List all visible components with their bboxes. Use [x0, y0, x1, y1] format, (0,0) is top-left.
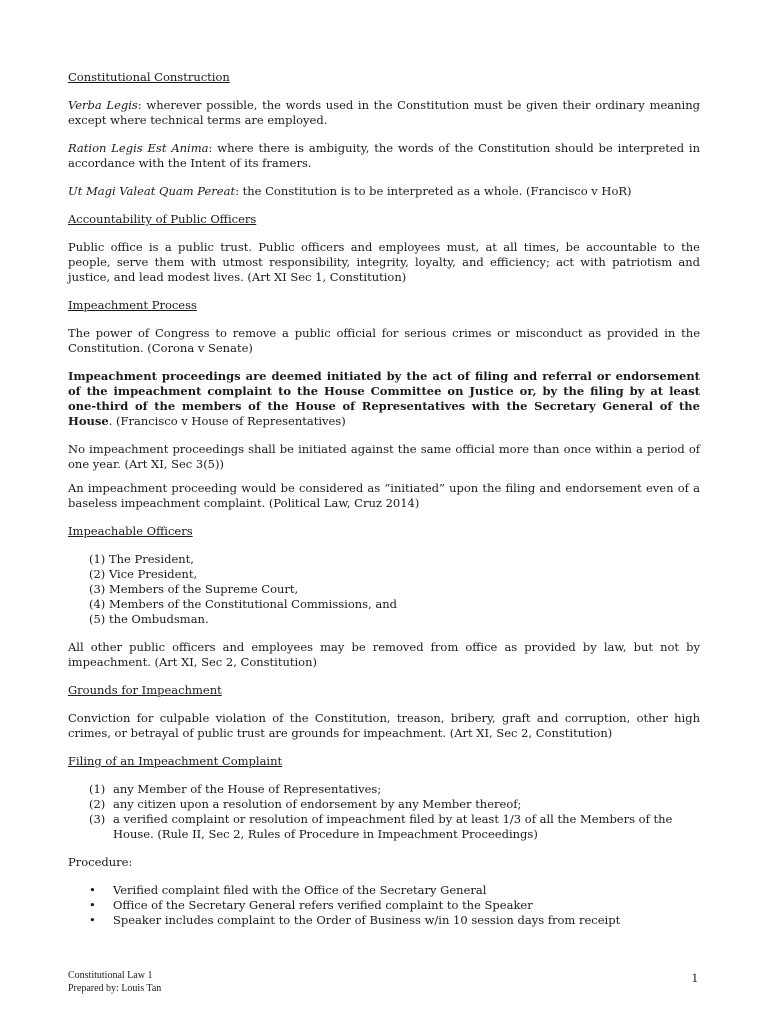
filing-list: [68, 782, 700, 842]
ut-magi-term: Ut Magi Valeat Quam Pereat: [68, 184, 236, 198]
list-item: [89, 883, 700, 898]
procedure-label: Procedure:: [68, 855, 133, 869]
list-item: (5) the Ombudsman.: [89, 612, 209, 626]
impeachment-initiation-citation: . (Francisco v House of Representatives): [108, 414, 346, 428]
impeachment-initiation-bold: Impeachment proceedings are deemed initiated by the act of filing and referral or endorsement of the impeachment complaint to the House Committee on Justice or, by the filing by at least one-third of the members of the House of Representatives with the Secretary General of the House: [68, 369, 700, 428]
list-item: (4) Members of the Constitutional Commissions, and: [89, 597, 398, 611]
list-text: any Member of the House of Representatives;: [113, 782, 382, 796]
page-number: 1: [691, 970, 698, 985]
list-text: Verified complaint filed with the Office of the Secretary General: [113, 883, 487, 897]
ratio-legis-paragraph: [68, 141, 700, 171]
verba-legis-term: Verba Legis: [68, 98, 138, 112]
list-text: Speaker includes complaint to the Order of Business w/in 10 session days from receipt: [113, 913, 621, 927]
one-year-bar-paragraph: No impeachment proceedings shall be initiated against the same official more than once within a period of one year. (Art XI, Sec 3(5)): [68, 442, 700, 471]
ut-magi-paragraph: [68, 184, 700, 199]
impeachment-initiation-paragraph: [68, 369, 700, 429]
bullet-icon: •: [89, 883, 96, 897]
procedure-list: [68, 883, 700, 928]
verba-legis-text: : wherever possible, the words used in the Constitution must be given their ordinary meaning except where technical terms are employed.: [68, 98, 701, 127]
list-item: (3) Members of the Supreme Court,: [89, 582, 299, 596]
page-footer: [68, 969, 161, 995]
list-number: (1): [89, 782, 106, 796]
list-item: [89, 913, 700, 928]
list-item: [89, 782, 700, 797]
list-text: a verified complaint or resolution of impeachment filed by at least 1/3 of all the Members of the House. (Rule II, Sec 2, Rules of Procedure in Impeachment Proceedings): [113, 812, 673, 841]
verba-legis-paragraph: [68, 98, 700, 128]
baseless-complaint-paragraph: An impeachment proceeding would be considered as “initiated” upon the filing and endorsement even of a baseless impeachment complaint. (Political Law, Cruz 2014): [68, 481, 700, 510]
list-item: [89, 898, 700, 913]
list-item: [89, 797, 700, 812]
list-text: Office of the Secretary General refers verified complaint to the Speaker: [113, 898, 533, 912]
section-heading-impeachable-officers: Impeachable Officers: [68, 524, 193, 538]
other-officers-paragraph: All other public officers and employees may be removed from office as provided by law, but not by impeachment. (Art XI, Sec 2, Constitution): [68, 640, 700, 669]
list-text: any citizen upon a resolution of endorsement by any Member thereof;: [113, 797, 522, 811]
list-item: (1) The President,: [89, 552, 194, 566]
accountability-paragraph: Public office is a public trust. Public officers and employees must, at all times, be accountable to the people, serve them with utmost responsibility, integrity, loyalty, and efficiency; act with patriotism and justice, and lead modest lives. (Art XI Sec 1, Constitution): [68, 240, 700, 284]
grounds-paragraph: Conviction for culpable violation of the Constitution, treason, bribery, graft and corruption, other high crimes, or betrayal of public trust are grounds for impeachment. (Art XI, Sec 2, Constitution): [68, 711, 700, 740]
section-heading-construction: Constitutional Construction: [68, 70, 230, 84]
impeachment-definition-paragraph: The power of Congress to remove a public official for serious crimes or misconduct as provided in the Constitution. (Corona v Senate): [68, 326, 700, 355]
impeachable-officers-list: [68, 552, 700, 627]
ratio-legis-term: Ration Legis Est Anima: [68, 141, 209, 155]
list-number: (2): [89, 797, 106, 811]
bullet-icon: •: [89, 913, 96, 927]
list-number: (3): [89, 812, 106, 826]
section-heading-grounds: Grounds for Impeachment: [68, 683, 222, 697]
section-heading-accountability: Accountability of Public Officers: [68, 212, 257, 226]
list-item: (2) Vice President,: [89, 567, 198, 581]
section-heading-filing: Filing of an Impeachment Complaint: [68, 754, 283, 768]
footer-course: Constitutional Law 1: [68, 970, 153, 981]
ratio-legis-text: : where there is ambiguity, the words of the Constitution should be interpreted in accordance with the Intent of its framers.: [68, 141, 701, 170]
ut-magi-text: : the Constitution is to be interpreted as a whole. (Francisco v HoR): [235, 184, 632, 198]
bullet-icon: •: [89, 898, 96, 912]
footer-author: Prepared by: Louis Tan: [68, 983, 162, 994]
section-heading-impeachment-process: Impeachment Process: [68, 298, 197, 312]
list-item: [89, 812, 700, 842]
document-body: [68, 70, 700, 928]
